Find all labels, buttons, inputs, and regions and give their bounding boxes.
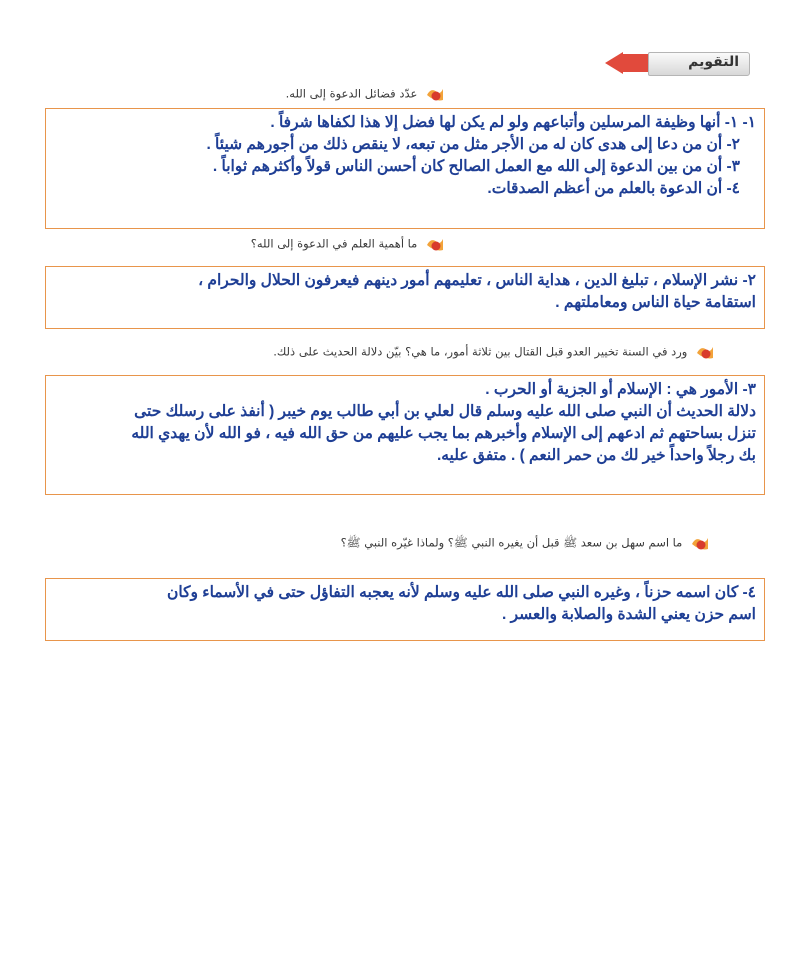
answer-2-line-1: ٢- نشر الإسلام ، تبليغ الدين ، هداية الناس ، تعليمهم أمور دينهم فيعرفون الحلال والحرام ، [198,272,756,289]
question-marker-icon [695,344,715,360]
answer-4-line-1: ٤- كان اسمه حزناً ، وغيره النبي صلى الله عليه وسلم لأنه يعجبه التفاؤل حتى في الأسماء وكان [167,584,756,601]
answer-3-line-1: ٣- الأمور هي : الإسلام أو الجزية أو الحرب . [485,381,756,398]
question-3-text: ورد في السنة تخيير العدو قبل القتال بين ثلاثة أمور، ما هي؟ بيّن دلالة الحديث على ذلك. [273,344,688,359]
question-marker-icon [690,535,710,551]
answer-3-line-4: بك رجلاً واحداً خير لك من حمر النعم ) . متفق عليه. [436,447,756,464]
question-marker-icon [425,86,445,102]
answer-1-line-3: ٣- أن من بين الدعوة إلى الله مع العمل الصالح كان أحسن الناس قولاً وأكثرهم ثواباً . [212,158,740,175]
answer-box-4 [45,578,765,641]
answer-box-2 [45,266,765,329]
question-marker-icon [425,236,445,252]
header-tab [648,52,750,76]
question-4-text: ما اسم سهل بن سعد ﷺ قبل أن يغيره النبي ﷺ؟ ولماذا غيّره النبي ﷺ؟ [340,535,683,550]
answer-box-3 [45,375,765,495]
answer-1-line-4: ٤- أن الدعوة بالعلم من أعظم الصدقات. [487,180,740,197]
answer-3-line-2: دلالة الحديث أن النبي صلى الله عليه وسلم قال لعلي بن أبي طالب يوم خيبر ( أنفذ على رسلك حتى [134,403,756,420]
section-header [605,52,750,76]
answer-4-line-2: اسم حزن يعني الشدة والصلابة والعسر . [502,606,756,623]
answer-box-1 [45,108,765,229]
question-2-text: ما أهمية العلم في الدعوة إلى الله؟ [250,236,418,251]
question-2 [251,236,445,252]
question-4 [341,535,710,553]
answer-1-line-2: ٢- أن من دعا إلى هدى كان له من الأجر مثل من تبعه، لا ينقص ذلك من أجورهم شيئاً . [206,136,740,153]
question-1 [286,86,445,102]
question-1-text: عدّد فضائل الدعوة إلى الله. [285,86,418,101]
answer-2-line-2: استقامة حياة الناس ومعاملتهم . [555,294,756,311]
answer-1-line-1: ١- ١- أنها وظيفة المرسلين وأتباعهم ولو لم يكن لها فضل إلا هذا لكفاها شرفاً . [270,114,756,131]
header-title: التقويم [688,54,739,70]
answer-3-line-3: تنزل بساحتهم ثم ادعهم إلى الإسلام وأخبرهم بما يجب عليهم من حق الله فيه ، فو الله لأن يهدي الله [131,425,756,442]
question-3 [273,344,715,360]
